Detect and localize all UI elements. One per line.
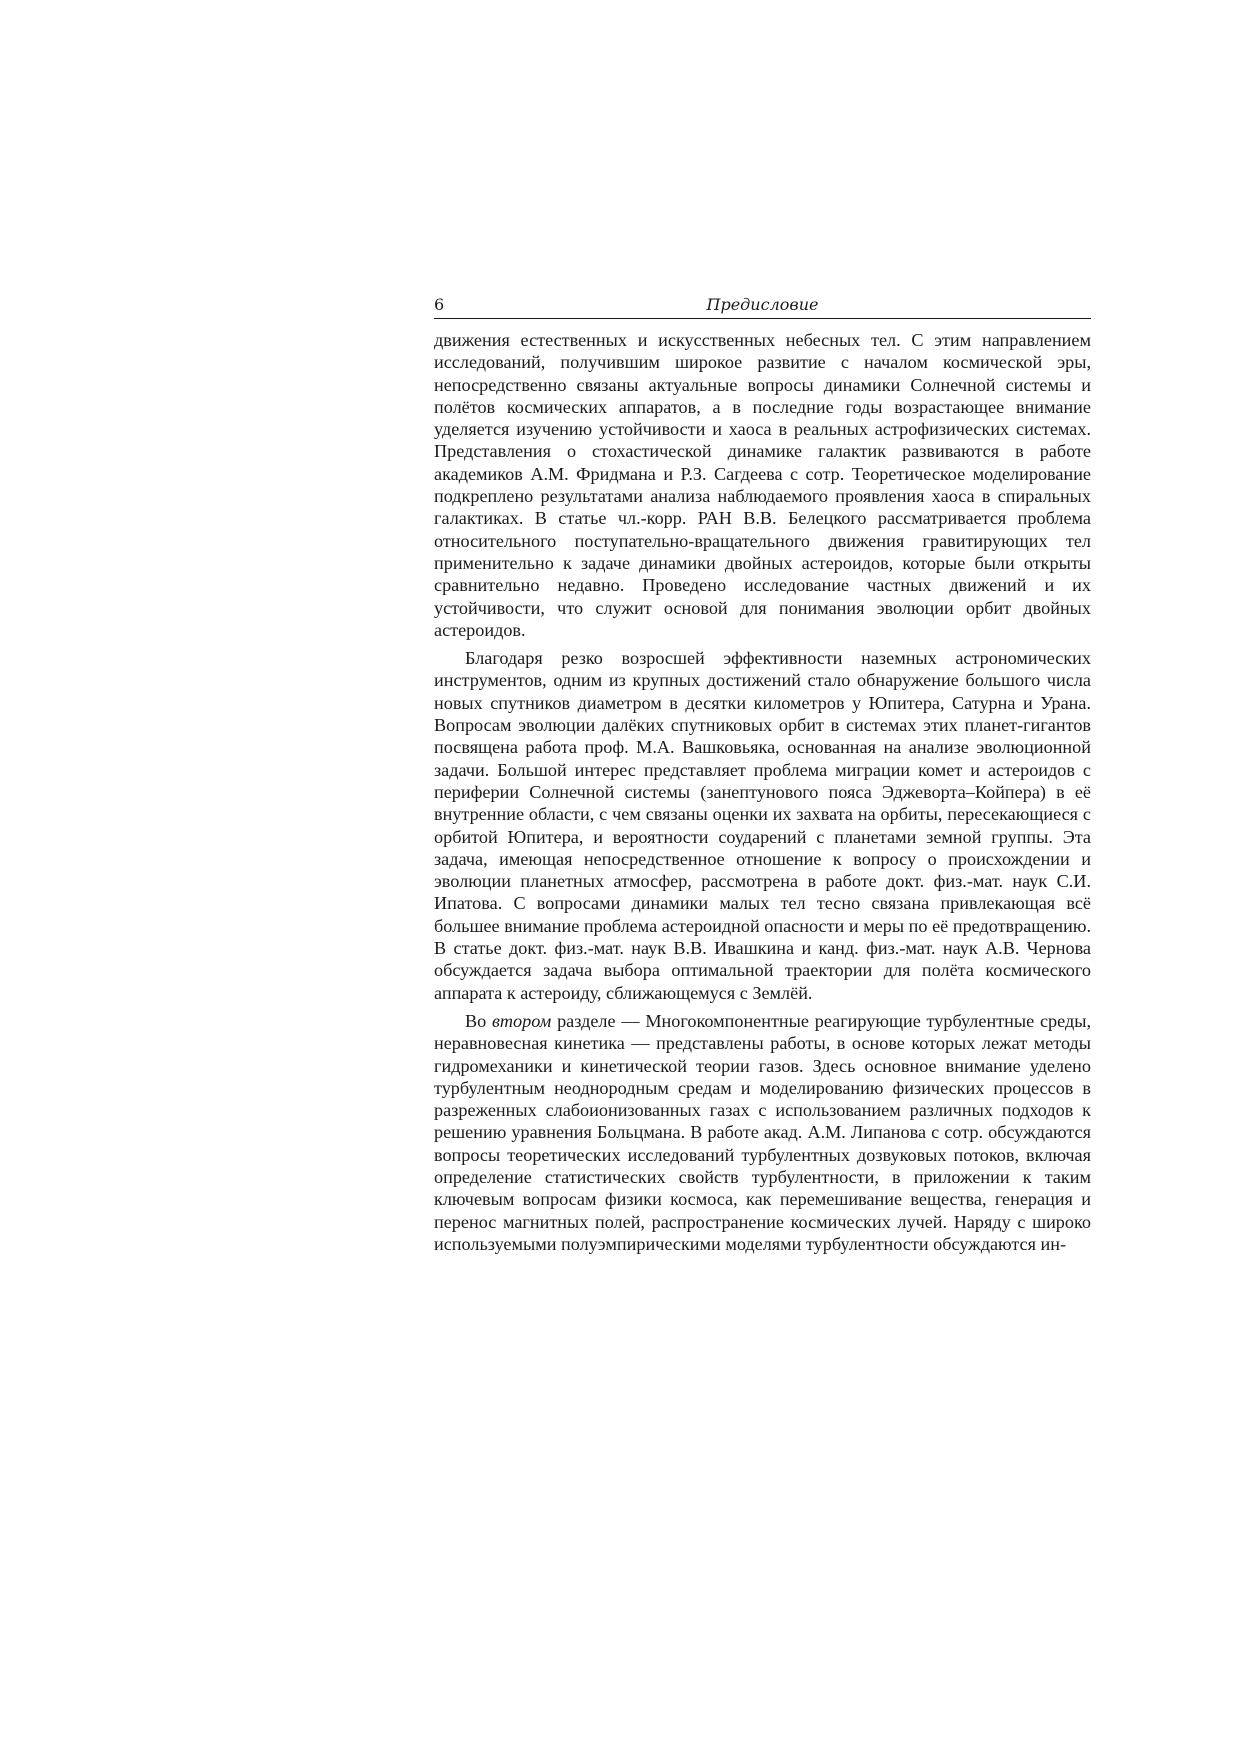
running-head bbox=[434, 296, 1091, 319]
running-title: Предисловие bbox=[706, 295, 819, 314]
emphasis-word: втором bbox=[492, 1010, 552, 1031]
paragraph-2: Благодаря резко возросшей эффективности наземных астрономических инструментов, одним из крупных достижений стало обнаружение большого числа новых спутников диаметром в десятки километров у Юпитера, Сатурна и Урана. Вопросам эволюции далёких спутниковых орбит в системах этих планет-гигантов посвящена работа проф. М.А. Вашковьяка, основанная на анализе эволюционной задачи. Большой интерес представляет проблема миграции комет и астероидов с периферии Солнечной системы (занептунового пояса Эджеворта–Койпера) в её внутренние области, с чем связаны оценки их захвата на орбиты, пересекающиеся с орбитой Юпитера, и вероятности соударений с планетами земной группы. Эта задача, имеющая непосредственное отношение к вопросу о происхождении и эволюции планетных атмосфер, рассмотрена в работе докт. физ.-мат. наук С.И. Ипатова. С вопросами динамики малых тел тесно связана привлекающая всё большее внимание проблема астероидной опасности и меры по её предотвращению. В статье докт. физ.-мат. наук В.В. Ивашкина и канд. физ.-мат. наук А.В. Чернова обсуждается задача выбора оптимальной траектории для полёта космического аппарата к астероиду, сближающемуся с Землёй. bbox=[434, 648, 1091, 1003]
paragraph-1: движения естественных и искусственных небесных тел. С этим направлением исследований, получившим широкое развитие с началом космической эры, непосредственно связаны актуальные вопросы динамики Солнечной системы и полётов космических аппаратов, а в последние годы возрастающее внимание уделяется изучению устойчивости и хаоса в реальных астрофизических системах. Представления о стохастической динамике галактик развиваются в работе академиков А.М. Фридмана и Р.З. Сагдеева с сотр. Теоретическое моделирование подкреплено результатами анализа наблюдаемого проявления хаоса в спиральных галактиках. В статье чл.-корр. РАН В.В. Белецкого рассматривается проблема относительного поступательно-вращательного движения гравитирующих тел применительно к задаче динамики двойных астероидов, которые были открыты сравнительно недавно. Проведено исследование частных движений и их устойчивости, что служит основой для понимания эволюции орбит двойных астероидов. bbox=[434, 330, 1091, 640]
paragraph-3 bbox=[434, 1010, 1091, 1255]
book-page bbox=[434, 296, 1091, 1261]
body-text bbox=[434, 329, 1091, 1255]
paragraph-3-lead: Во bbox=[465, 1010, 493, 1031]
paragraph-3-text: разделе — Многокомпонентные реагирующие турбулентные среды, неравновесная кинетика — представлены работы, в основе которых лежат методы гидромеханики и кинетической теории газов. Здесь основное внимание уделено турбулентным неоднородным средам и моделированию физических процессов в разреженных слабоионизованных газах с использованием различных подходов к решению уравнения Больцмана. В работе акад. А.М. Липанова с сотр. обсуждаются вопросы теоретических исследований турбулентных дозвуковых потоков, включая определение статистических свойств турбулентности, в приложении к таким ключевым вопросам физики космоса, как перемешивание вещества, генерация и перенос магнитных полей, распространение космических лучей. Наряду с широко используемыми полуэмпирическими моделями турбулентности обсуждаются ин- bbox=[434, 1010, 1091, 1254]
page-number: 6 bbox=[434, 295, 445, 314]
